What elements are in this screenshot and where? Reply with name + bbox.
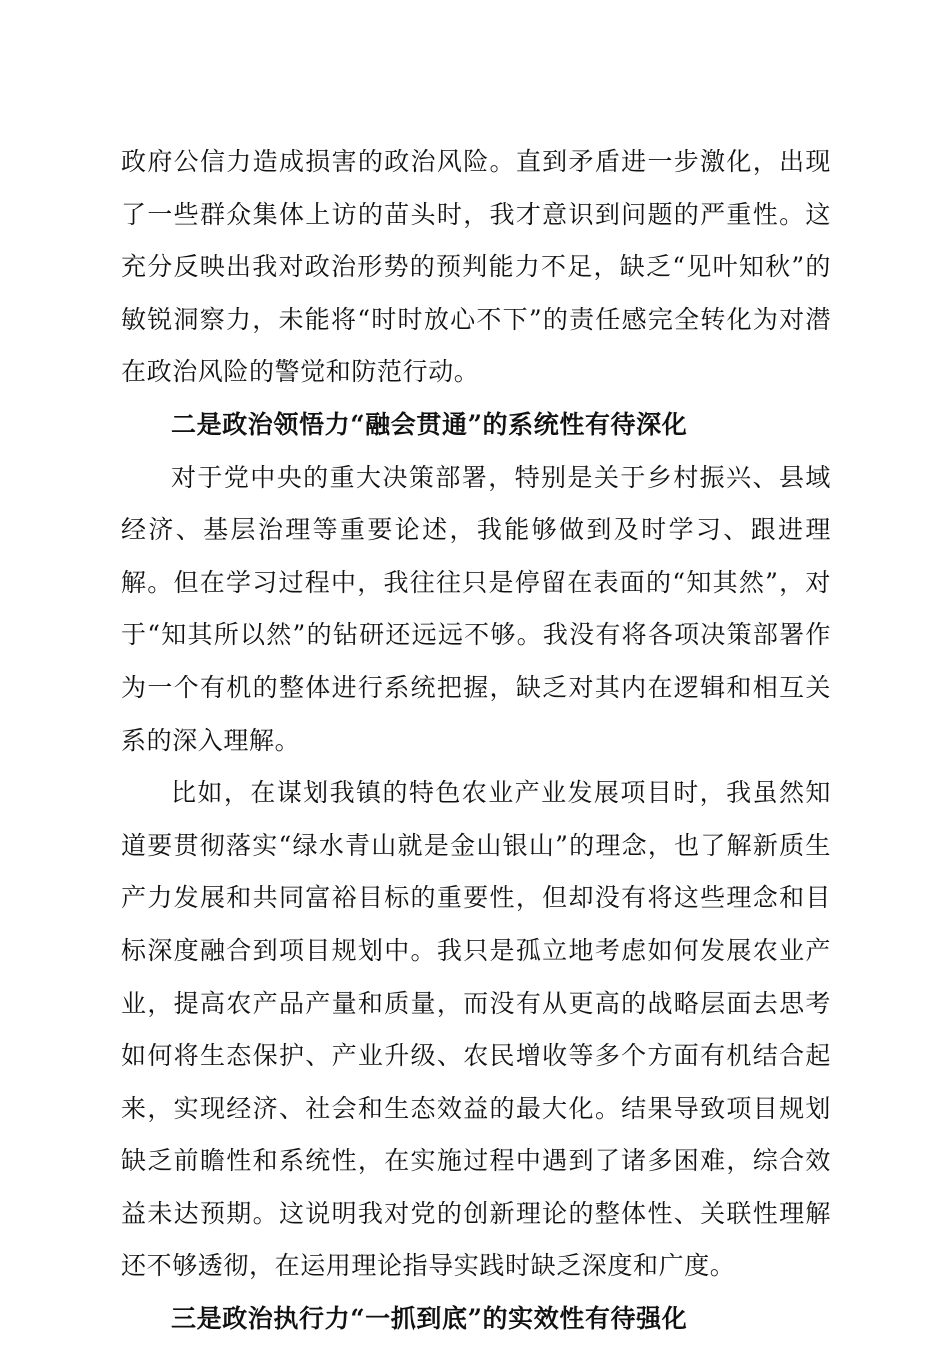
document-body	[121, 136, 831, 1346]
section-heading-3: 三是政治执行力“一抓到底”的实效性有待强化	[171, 1304, 688, 1334]
paragraph-body-2: 比如，在谋划我镇的特色农业产业发展项目时，我虽然知道要贯彻落实“绿水青山就是金山银山”的理念，也了解新质生产力发展和共同富裕目标的重要性，但却没有将这些理念和目标深度融合到项目规划中。我只是孤立地考虑如何发展农业产业，提高农产品产量和质量，而没有从更高的战略层面去思考如何将生态保护、产业升级、农民增收等多个方面有机结合起来，实现经济、社会和生态效益的最大化。结果导致项目规划缺乏前瞻性和系统性，在实施过程中遇到了诸多困难，综合效益未达预期。这说明我对党的创新理论的整体性、关联性理解还不够透彻，在运用理论指导实践时缺乏深度和广度。	[121, 778, 831, 1281]
paragraph-body-1: 对于党中央的重大决策部署，特别是关于乡村振兴、县域经济、基层治理等重要论述，我能够做到及时学习、跟进理解。但在学习过程中，我往往只是停留在表面的“知其然”，对于“知其所以然”的钻研还远远不够。我没有将各项决策部署作为一个有机的整体进行系统把握，缺乏对其内在逻辑和相互关系的深入理解。	[121, 462, 831, 755]
paragraph-continuation: 政府公信力造成损害的政治风险。直到矛盾进一步激化，出现了一些群众集体上访的苗头时，我才意识到问题的严重性。这充分反映出我对政治形势的预判能力不足，缺乏“见叶知秋”的敏锐洞察力，未能将“时时放心不下”的责任感完全转化为对潜在政治风险的警觉和防范行动。	[121, 147, 831, 387]
section-heading-2: 二是政治领悟力“融会贯通”的系统性有待深化	[171, 409, 688, 439]
